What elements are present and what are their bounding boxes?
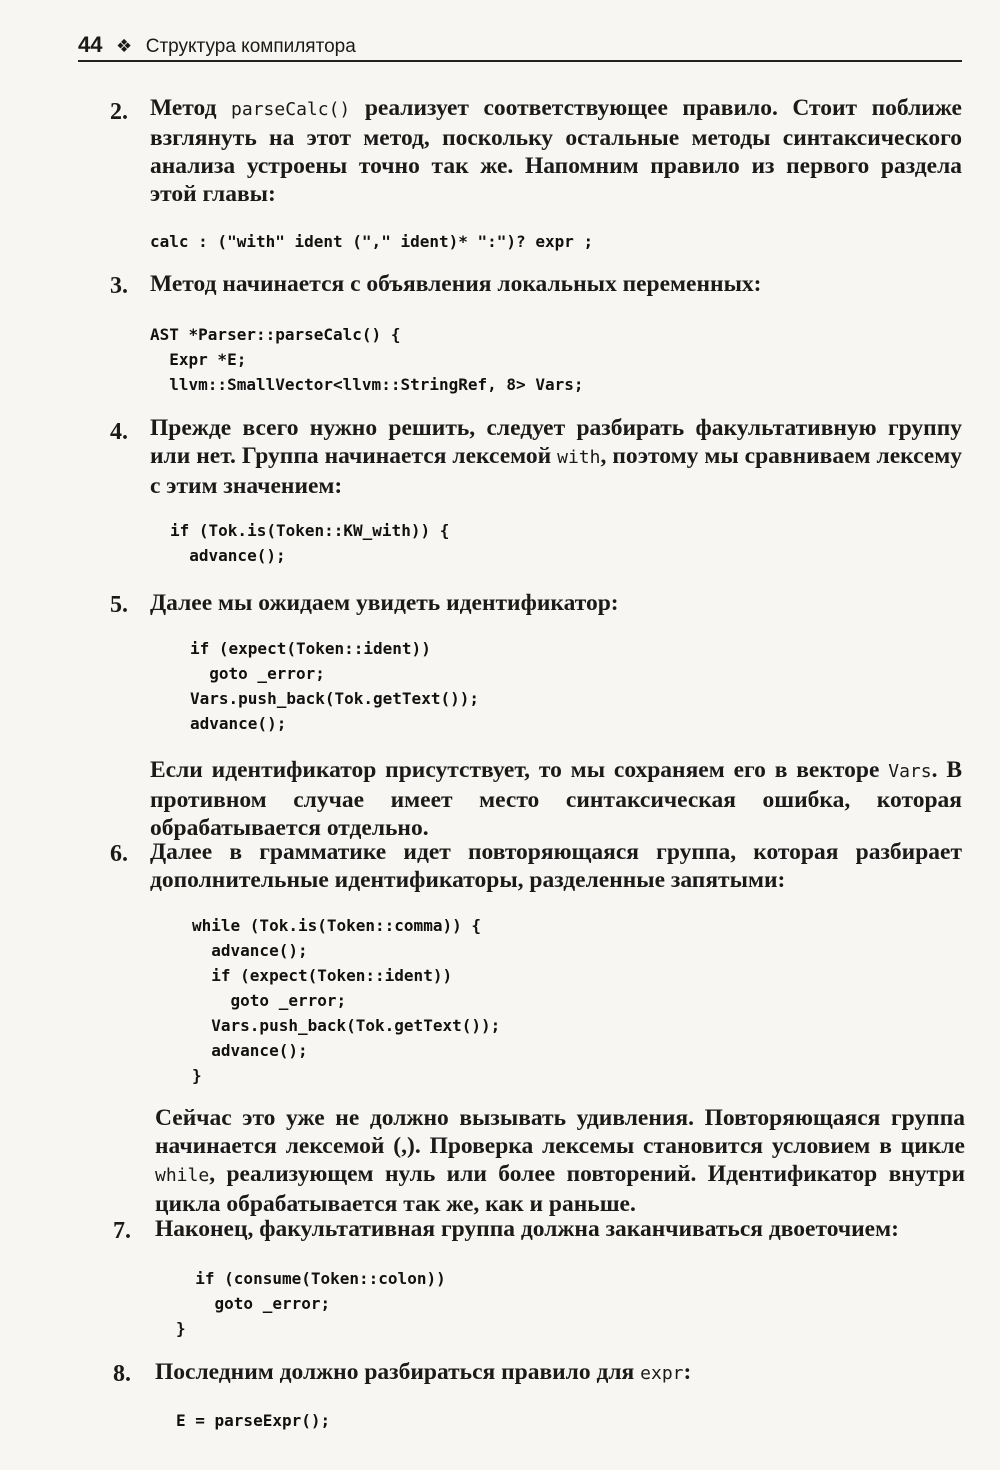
item-text: Последним должно разбираться правило для expr: xyxy=(155,1359,692,1385)
item-number: 2. xyxy=(110,99,128,125)
separator-icon: ❖ xyxy=(116,36,133,56)
code-block: if (consume(Token::colon)) goto _error; } xyxy=(176,1269,446,1338)
code-block: if (expect(Token::ident)) goto _error; Vars.push_back(Tok.getText()); advance(); xyxy=(190,639,479,733)
running-header xyxy=(78,30,962,62)
item-text: Далее мы ожидаем увидеть идентификатор: xyxy=(150,590,619,616)
item-number: 6. xyxy=(110,841,128,867)
item-explanation: Сейчас это уже не должно вызывать удивления. Повторяющаяся группа начинается лексемой (,). Проверка лексемы становится условием в цикле while, реализующем нуль или более повторений. Идентификатор внутри цикла обрабатывается так же, как и раньше. xyxy=(155,1105,965,1217)
item-number: 5. xyxy=(110,592,128,618)
item-number: 4. xyxy=(110,419,128,445)
code-block: E = parseExpr(); xyxy=(176,1411,331,1430)
item-explanation: Если идентификатор присутствует, то мы сохраняем его в векторе Vars. В противном случае имеет место синтаксическая ошибка, которая обрабатывается отдельно. xyxy=(150,757,962,841)
code-block: if (Tok.is(Token::KW_with)) { advance(); xyxy=(170,521,450,565)
item-text: Метод начинается с объявления локальных переменных: xyxy=(150,271,762,297)
page-number: 44 xyxy=(78,32,103,57)
item-text: Метод parseCalc() реализует соответствующее правило. Стоит поближе взглянуть на этот метод, поскольку остальные методы синтаксического анализа устроены точно так же. Напомним правило из первого раздела этой главы: xyxy=(150,95,962,207)
code-block: while (Tok.is(Token::comma)) { advance(); if (expect(Token::ident)) goto _error; Vars.push_back(Tok.getText()); advance(); } xyxy=(192,916,501,1085)
chapter-title: Структура компилятора xyxy=(145,36,356,57)
code-block: AST *Parser::parseCalc() { Expr *E; llvm::SmallVector<llvm::StringRef, 8> Vars; xyxy=(150,325,584,394)
code-block: calc : ("with" ident ("," ident)* ":")? expr ; xyxy=(150,232,594,251)
item-number: 3. xyxy=(110,273,128,299)
item-number: 8. xyxy=(113,1361,131,1387)
item-text: Далее в грамматике идет повторяющаяся группа, которая разбирает дополнительные идентификаторы, разделенные запятыми: xyxy=(150,839,962,893)
item-number: 7. xyxy=(113,1218,131,1244)
item-text: Прежде всего нужно решить, следует разбирать факультативную группу или нет. Группа начинается лексемой with, поэтому мы сравниваем лексему с этим значением: xyxy=(150,415,962,499)
item-text: Наконец, факультативная группа должна заканчиваться двоеточием: xyxy=(155,1216,899,1242)
